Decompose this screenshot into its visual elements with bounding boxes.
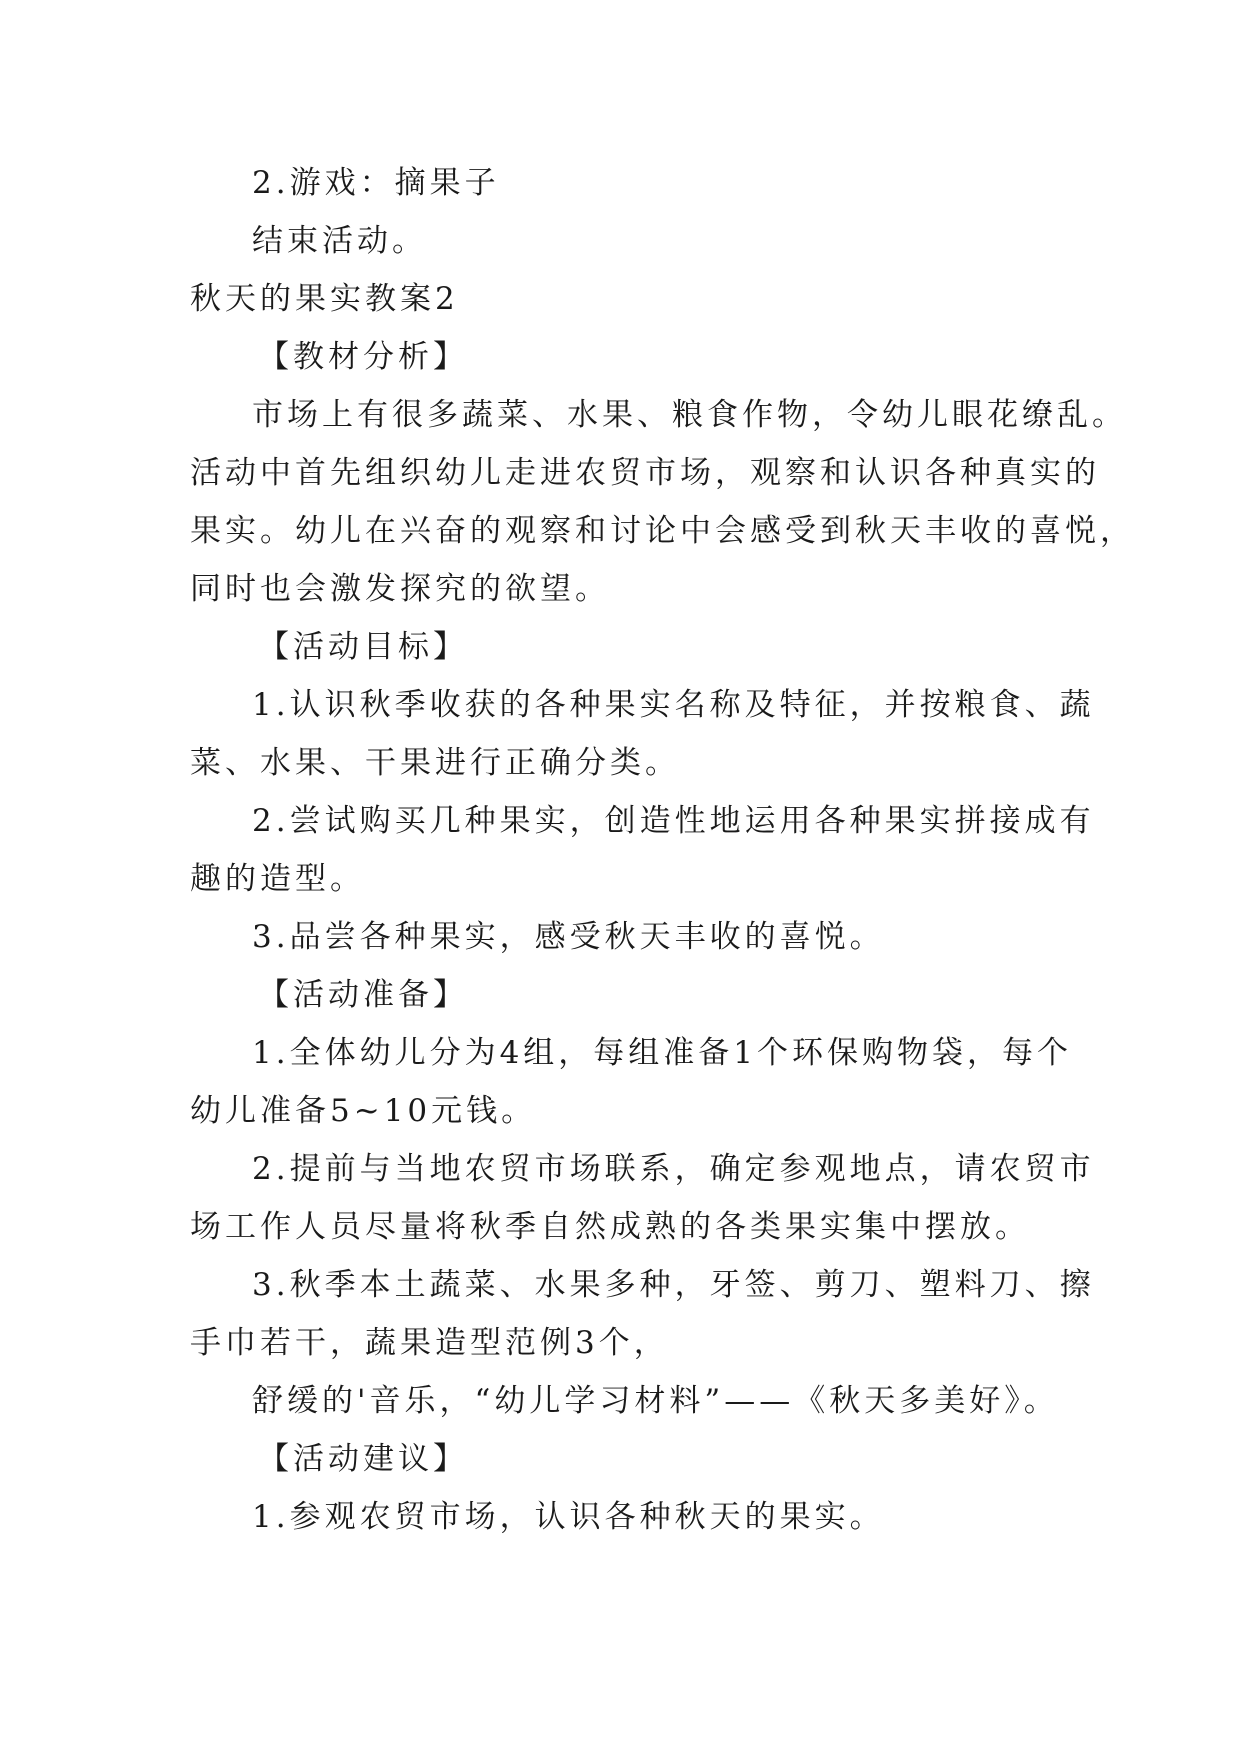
list-item-prep-3: 3.秋季本土蔬菜、水果多种，牙签、剪刀、塑料刀、擦 bbox=[252, 1267, 1095, 1303]
list-item-goal-1-cont: 菜、水果、干果进行正确分类。 bbox=[190, 745, 680, 781]
paragraph-line: 市场上有很多蔬菜、水果、粮食作物，令幼儿眼花缭乱。 bbox=[252, 397, 1127, 433]
heading-material-analysis: 【教材分析】 bbox=[258, 339, 468, 375]
heading-activity-goals: 【活动目标】 bbox=[258, 629, 468, 665]
paragraph-line: 同时也会激发探究的欲望。 bbox=[190, 571, 610, 607]
paragraph-line: 活动中首先组织幼儿走进农贸市场，观察和认识各种真实的 bbox=[190, 455, 1100, 491]
paragraph-end-activity: 结束活动。 bbox=[252, 223, 427, 259]
list-item-prep-2-cont: 场工作人员尽量将秋季自然成熟的各类果实集中摆放。 bbox=[190, 1209, 1030, 1245]
paragraph-music: 舒缓的'音乐，“幼儿学习材料”——《秋天多美好》。 bbox=[252, 1383, 1059, 1419]
list-item-prep-2: 2.提前与当地农贸市场联系，确定参观地点，请农贸市 bbox=[252, 1151, 1095, 1187]
list-item-suggestion-1: 1.参观农贸市场，认识各种秋天的果实。 bbox=[252, 1499, 885, 1535]
list-item-prep-3-cont: 手巾若干，蔬果造型范例3个， bbox=[190, 1325, 669, 1361]
section-title: 秋天的果实教案2 bbox=[190, 281, 459, 317]
heading-activity-preparation: 【活动准备】 bbox=[258, 977, 468, 1013]
list-item-goal-2-cont: 趣的造型。 bbox=[190, 861, 365, 897]
list-item-prep-1: 1.全体幼儿分为4组，每组准备1个环保购物袋，每个 bbox=[252, 1035, 1073, 1071]
paragraph-line: 果实。幼儿在兴奋的观察和讨论中会感受到秋天丰收的喜悦， bbox=[190, 513, 1135, 549]
list-item-game: 2.游戏：摘果子 bbox=[252, 165, 500, 201]
list-item-goal-1: 1.认识秋季收获的各种果实名称及特征，并按粮食、蔬 bbox=[252, 687, 1095, 723]
list-item-prep-1-cont: 幼儿准备5~10元钱。 bbox=[190, 1093, 537, 1129]
list-item-goal-3: 3.品尝各种果实，感受秋天丰收的喜悦。 bbox=[252, 919, 885, 955]
heading-activity-suggestions: 【活动建议】 bbox=[258, 1441, 468, 1477]
list-item-goal-2: 2.尝试购买几种果实，创造性地运用各种果实拼接成有 bbox=[252, 803, 1095, 839]
